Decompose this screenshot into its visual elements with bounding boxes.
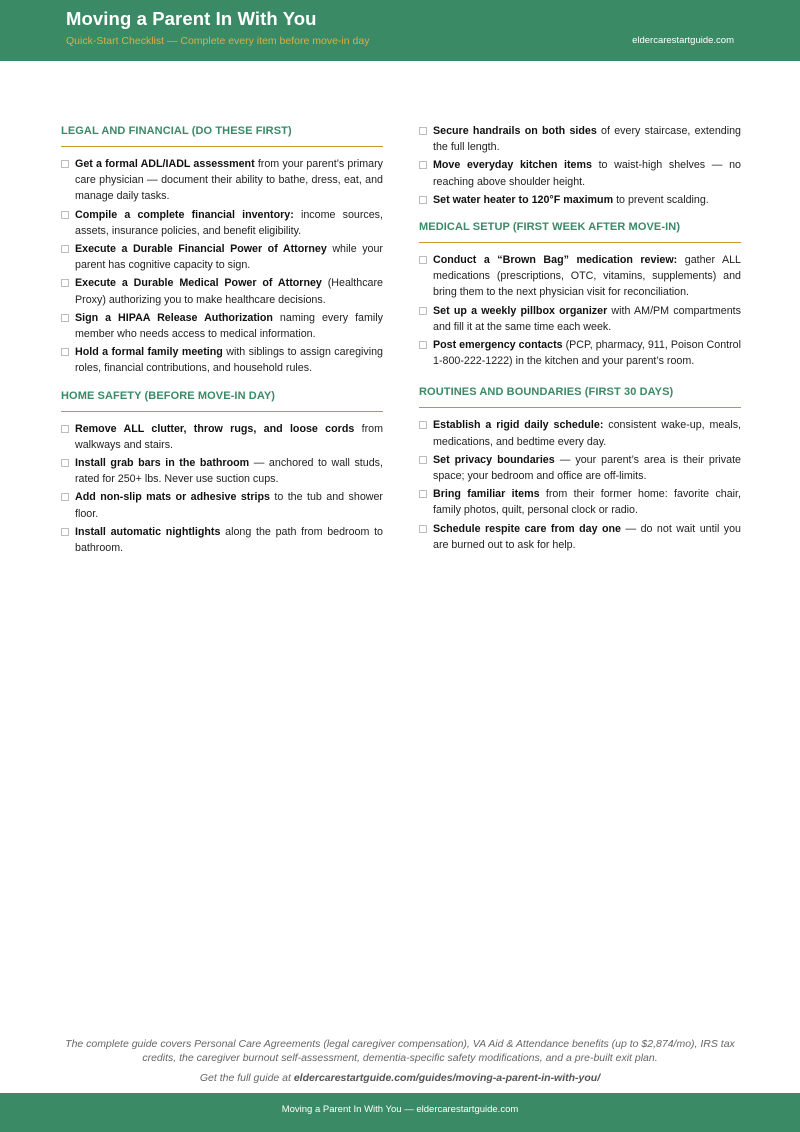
- item-heading: Add non-slip mats or adhesive strips: [75, 491, 270, 504]
- item-text: (Healthcare Proxy) authorizing you to make healthcare decisions.: [75, 277, 383, 306]
- checkbox[interactable]: [61, 348, 69, 356]
- checklist-routines: [419, 417, 741, 553]
- checkbox[interactable]: [61, 425, 69, 433]
- item-text: — do not wait until you are burned out to ask for help.: [433, 522, 741, 551]
- checklist-item: [61, 275, 383, 307]
- checkbox[interactable]: [61, 528, 69, 536]
- checkbox[interactable]: [61, 211, 69, 219]
- item-heading: Hold a formal family meeting: [75, 346, 223, 359]
- item-text: with siblings to assign caregiving roles, financial contributions, and household rules.: [75, 346, 383, 375]
- item-heading: Execute a Durable Financial Power of Attorney: [75, 243, 327, 256]
- checklist-item: [61, 421, 383, 453]
- item-text: while your parent has cognitive capacity to sign.: [75, 243, 383, 272]
- page-subtitle: Quick-Start Checklist — Complete every item before move-in day: [66, 35, 370, 47]
- checklist-item: [419, 157, 741, 189]
- item-heading: Set water heater to 120°F maximum: [433, 193, 614, 206]
- footer-note: The complete guide covers Personal Care Agreements (legal caregiver compensation), VA Aid & Attendance benefits (up to $2,874/mo), IRS tax credits, the caregiver burnout self-assessment, dementia-specific safety modifications, and a pre-built exit plan.: [65, 1038, 735, 1064]
- item-text: — your parent’s area is their private space; your bedroom and office are off-limits.: [433, 453, 742, 483]
- checkbox[interactable]: [419, 161, 427, 169]
- item-heading: Install grab bars in the bathroom: [75, 457, 250, 470]
- item-heading: Secure handrails on both sides: [433, 125, 597, 137]
- item-heading: Set up a weekly pillbox organizer: [433, 304, 608, 317]
- footer-guide-link: [60, 1072, 740, 1084]
- checklist-item: [61, 310, 383, 342]
- item-text: income sources, assets, insurance policies, and benefit eligibility.: [75, 208, 383, 237]
- checklist-item: [61, 156, 383, 205]
- checklist-item: [419, 192, 741, 208]
- item-text: from their former home: favorite chair, family photos, quilt, personal clock or radio.: [433, 488, 741, 517]
- checklist-medical: [419, 252, 741, 369]
- right-column: [419, 123, 741, 561]
- item-text: along the path from bedroom to bathroom.: [75, 525, 384, 555]
- footer-link-prefix: Get the full guide at: [199, 1072, 294, 1084]
- checkbox[interactable]: [419, 456, 427, 464]
- item-heading: Bring familiar items: [433, 488, 540, 501]
- checkbox[interactable]: [61, 459, 69, 467]
- section-title-legal: LEGAL AND FINANCIAL (DO THESE FIRST): [61, 120, 383, 147]
- checkbox[interactable]: [419, 421, 427, 429]
- item-text: to waist-high shelves — no reaching above shoulder height.: [433, 159, 741, 188]
- checklist-item: [419, 417, 741, 449]
- section-title-medical: MEDICAL SETUP (FIRST WEEK AFTER MOVE-IN): [419, 216, 741, 243]
- checkbox[interactable]: [61, 279, 69, 287]
- checklist-item: [419, 303, 741, 335]
- item-text: of every staircase, extending the full length.: [433, 125, 741, 154]
- checklist-legal: [61, 156, 383, 377]
- checklist-home-safety-continued: [419, 123, 741, 208]
- checkbox[interactable]: [419, 196, 427, 204]
- item-text: to prevent scalding.: [613, 193, 709, 206]
- item-text: — anchored to wall studs, rated for 250+ lbs. Never use suction cups.: [75, 457, 383, 486]
- item-heading: Conduct a “Brown Bag” medication review:: [433, 254, 678, 267]
- checklist-item: [61, 489, 383, 521]
- checklist-item: [419, 123, 741, 155]
- item-heading: Install automatic nightlights: [75, 525, 221, 538]
- checklist-item: [61, 241, 383, 273]
- checkbox[interactable]: [419, 127, 427, 135]
- item-text: from your parent’s primary care physician — document their ability to bathe, dress, eat, and manage daily tasks.: [75, 158, 383, 203]
- item-heading: Establish a rigid daily schedule:: [433, 419, 604, 432]
- checkbox[interactable]: [419, 490, 427, 498]
- checklist-item: [419, 252, 741, 301]
- item-heading: Execute a Durable Medical Power of Attorney: [75, 277, 322, 290]
- checkbox[interactable]: [61, 160, 69, 168]
- checklist-home-safety: [61, 421, 383, 557]
- header-site-link[interactable]: eldercarestartguide.com: [632, 35, 734, 46]
- item-text: gather ALL medications (prescriptions, OTC, vitamins, supplements) and bring them to the next physician visit for reconciliation.: [433, 254, 741, 299]
- item-heading: Compile a complete financial inventory:: [75, 208, 294, 221]
- checklist-item: [61, 524, 383, 556]
- checklist-item: [419, 521, 741, 553]
- item-text: from walkways and stairs.: [75, 422, 383, 451]
- checkbox[interactable]: [61, 314, 69, 322]
- item-heading: Schedule respite care from day one: [433, 522, 621, 535]
- checklist-item: [419, 452, 741, 484]
- footer-link-url[interactable]: eldercarestartguide.com/guides/moving-a-parent-in-with-you/: [293, 1072, 601, 1084]
- item-heading: Get a formal ADL/IADL assessment: [75, 158, 255, 170]
- checklist-item: [61, 455, 383, 487]
- item-heading: Remove ALL clutter, throw rugs, and loose cords: [75, 422, 355, 435]
- footer-bar: [0, 1093, 800, 1132]
- footer-bar-text: Moving a Parent In With You — eldercarestartguide.com: [281, 1104, 519, 1115]
- item-text: with AM/PM compartments and fill it at the same time each week.: [433, 304, 741, 333]
- item-text: (PCP, pharmacy, 911, Poison Control 1-800-222-1222) in the kitchen and your parent’s room.: [433, 339, 741, 368]
- checklist-item: [61, 344, 383, 376]
- checklist-item: [419, 486, 741, 518]
- page-title: Moving a Parent In With You: [66, 8, 317, 29]
- checkbox[interactable]: [419, 307, 427, 315]
- checkbox[interactable]: [61, 245, 69, 253]
- checkbox[interactable]: [419, 256, 427, 264]
- section-title-routines: ROUTINES AND BOUNDARIES (FIRST 30 DAYS): [419, 381, 741, 408]
- checkbox[interactable]: [419, 341, 427, 349]
- section-title-home-safety: HOME SAFETY (BEFORE MOVE-IN DAY): [61, 385, 383, 412]
- item-heading: Set privacy boundaries: [433, 453, 555, 466]
- item-text: consistent wake-up, meals, medications, and bedtime every day.: [433, 419, 742, 448]
- item-heading: Move everyday kitchen items: [433, 159, 592, 172]
- checkbox[interactable]: [419, 525, 427, 533]
- item-text: to the tub and shower floor.: [75, 491, 383, 520]
- left-column: [61, 120, 383, 564]
- checkbox[interactable]: [61, 493, 69, 501]
- item-heading: Sign a HIPAA Release Authorization: [75, 311, 273, 324]
- header-banner: [0, 0, 800, 61]
- checklist-item: [419, 337, 741, 369]
- item-heading: Post emergency contacts: [433, 339, 563, 352]
- item-text: naming every family member who needs access to medical information.: [75, 311, 383, 341]
- checklist-item: [61, 207, 383, 239]
